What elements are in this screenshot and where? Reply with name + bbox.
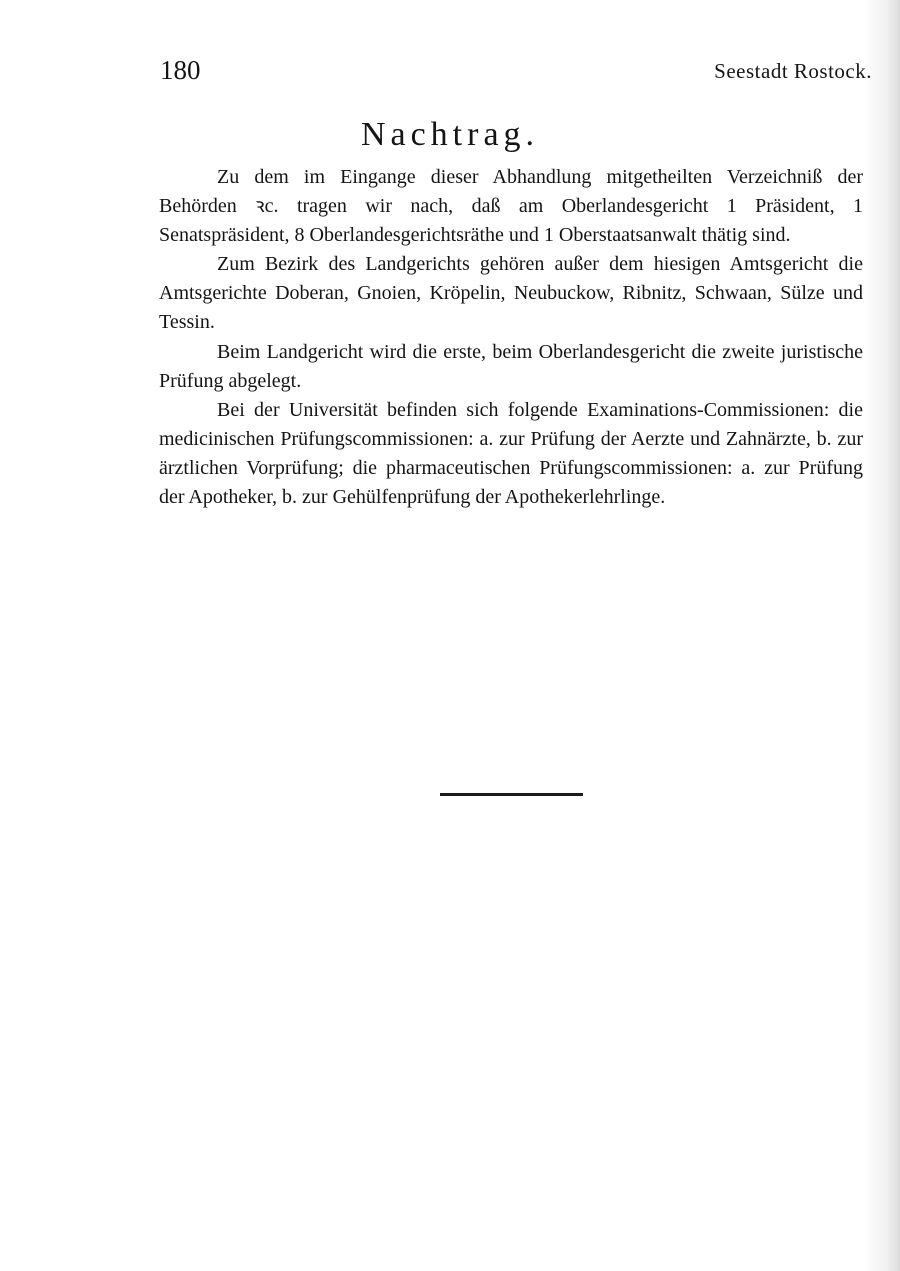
section-title: Nachtrag. <box>360 116 540 153</box>
page-number: 180 <box>160 55 201 85</box>
closing-rule <box>440 793 583 796</box>
body-text <box>159 163 863 512</box>
paragraph-1: Zu dem im Eingange dieser Abhandlung mitgetheilten Verzeichniß der Behörden ꝛc. tragen wir nach, daß am Oberlandesgericht 1 Präsident, 1 Senatspräsident, 8 Oberlandesgerichtsräthe und 1 Oberstaatsanwalt thätig sind. <box>159 166 863 247</box>
page-header <box>160 52 872 88</box>
paragraph-3: Beim Landgericht wird die erste, beim Oberlandesgericht die zweite juristische Prüfung abgelegt. <box>159 340 863 392</box>
paragraph-4: Bei der Universität befinden sich folgende Examinations-Commissionen: die medicinischen Prüfungscommissionen: a. zur Prüfung der Aerzte und Zahnärzte, b. zur ärztlichen Vorprüfung; die pharmaceutischen Prüfungscommissionen: a. zur Prüfung der Apotheker, b. zur Gehülfenprüfung der Apothekerlehrlinge. <box>159 398 863 509</box>
running-title: Seestadt Rostock. <box>714 59 872 83</box>
paragraph-2: Zum Bezirk des Landgerichts gehören außer dem hiesigen Amtsgericht die Amtsgerichte Doberan, Gnoien, Kröpelin, Neubuckow, Ribnitz, Schwaan, Sülze und Tessin. <box>159 253 863 334</box>
